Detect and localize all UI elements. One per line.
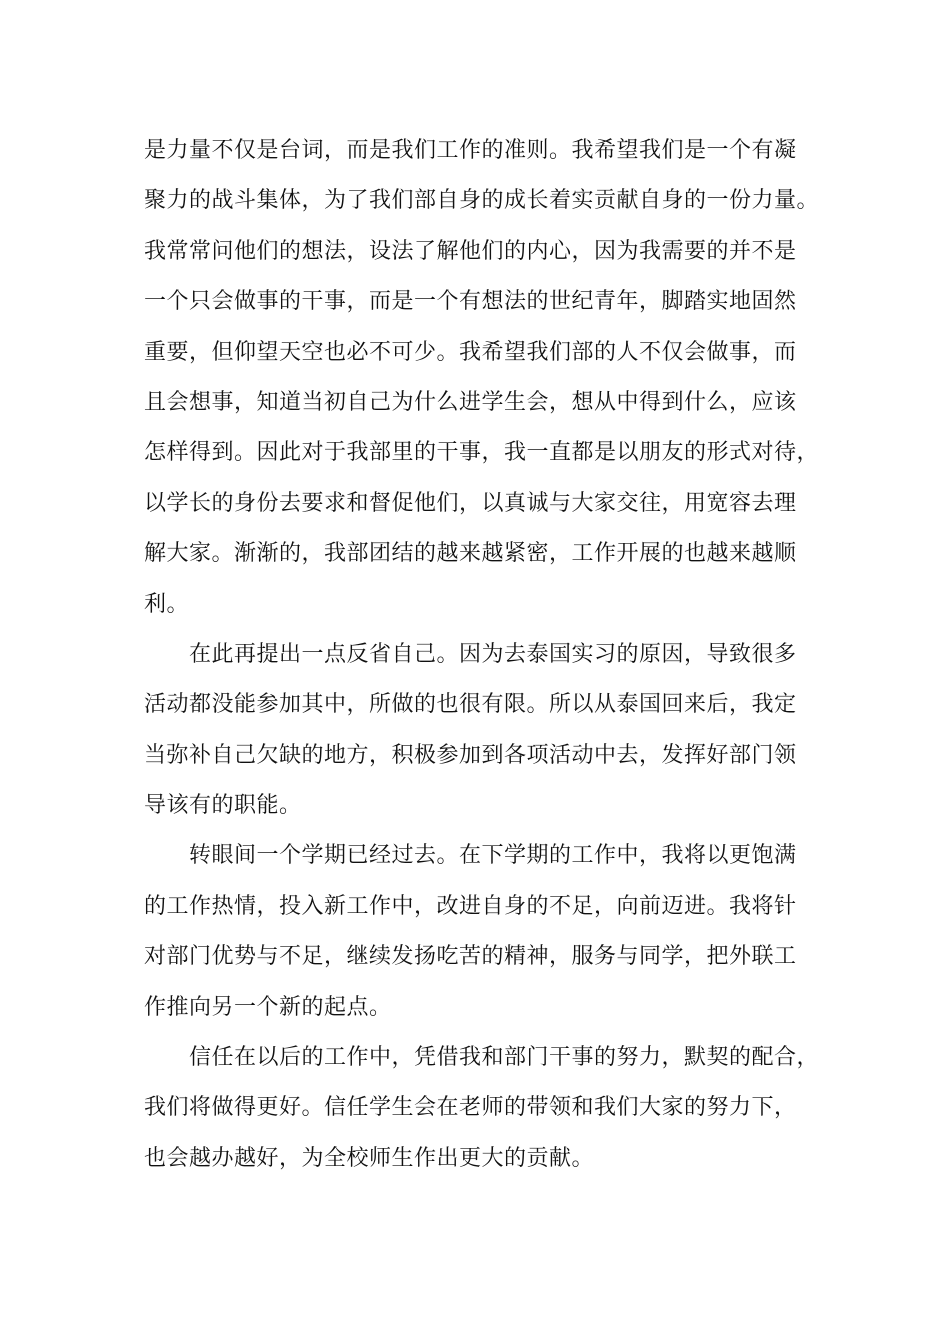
text-line: 在此再提出一点反省自己。因为去泰国实习的原因，导致很多 [144, 641, 797, 667]
text-line: 是力量不仅是台词，而是我们工作的准则。我希望我们是一个有凝 [144, 138, 797, 163]
text-line: 一个只会做事的干事，而是一个有想法的世纪青年，脚踏实地固然 [144, 289, 797, 315]
text-line: 当弥补自己欠缺的地方，积极参加到各项活动中去，发挥好部门领 [144, 742, 797, 768]
paragraph-1 [144, 126, 824, 630]
text-line: 信任在以后的工作中，凭借我和部门干事的努力，默契的配合， [144, 1045, 820, 1071]
text-line: 作推向另一个新的起点。 [144, 994, 392, 1020]
text-line: 我们将做得更好。信任学生会在老师的带领和我们大家的努力下， [144, 1095, 797, 1121]
text-line: 对部门优势与不足，继续发扬吃苦的精神，服务与同学，把外联工 [144, 944, 797, 970]
text-line: 解大家。渐渐的，我部团结的越来越紧密，工作开展的也越来越顺 [144, 541, 797, 567]
text-line: 也会越办越好，为全校师生作出更大的贡献。 [144, 1145, 595, 1171]
text-line: 聚力的战斗集体，为了我们部自身的成长着实贡献自身的一份力量。 [144, 188, 820, 214]
document-body [144, 126, 824, 1184]
text-line: 利。 [144, 591, 190, 617]
text-line: 导该有的职能。 [144, 793, 302, 819]
text-line: 的工作热情，投入新工作中，改进自身的不足，向前迈进。我将针 [144, 893, 797, 919]
text-line: 我常常问他们的想法，设法了解他们的内心，因为我需要的并不是 [144, 238, 797, 264]
text-line: 且会想事，知道当初自己为什么进学生会，想从中得到什么，应该 [144, 389, 797, 415]
text-line: 活动都没能参加其中，所做的也很有限。所以从泰国回来后，我定 [144, 692, 797, 718]
paragraph-2 [144, 630, 824, 832]
text-line: 怎样得到。因此对于我部里的干事，我一直都是以朋友的形式对待， [144, 440, 820, 466]
paragraph-4 [144, 1033, 824, 1184]
text-line: 转眼间一个学期已经过去。在下学期的工作中，我将以更饱满 [144, 843, 797, 869]
text-line: 以学长的身份去要求和督促他们，以真诚与大家交往，用宽容去理 [144, 490, 797, 516]
text-line: 重要，但仰望天空也必不可少。我希望我们部的人不仅会做事，而 [144, 339, 797, 365]
paragraph-3 [144, 831, 824, 1033]
